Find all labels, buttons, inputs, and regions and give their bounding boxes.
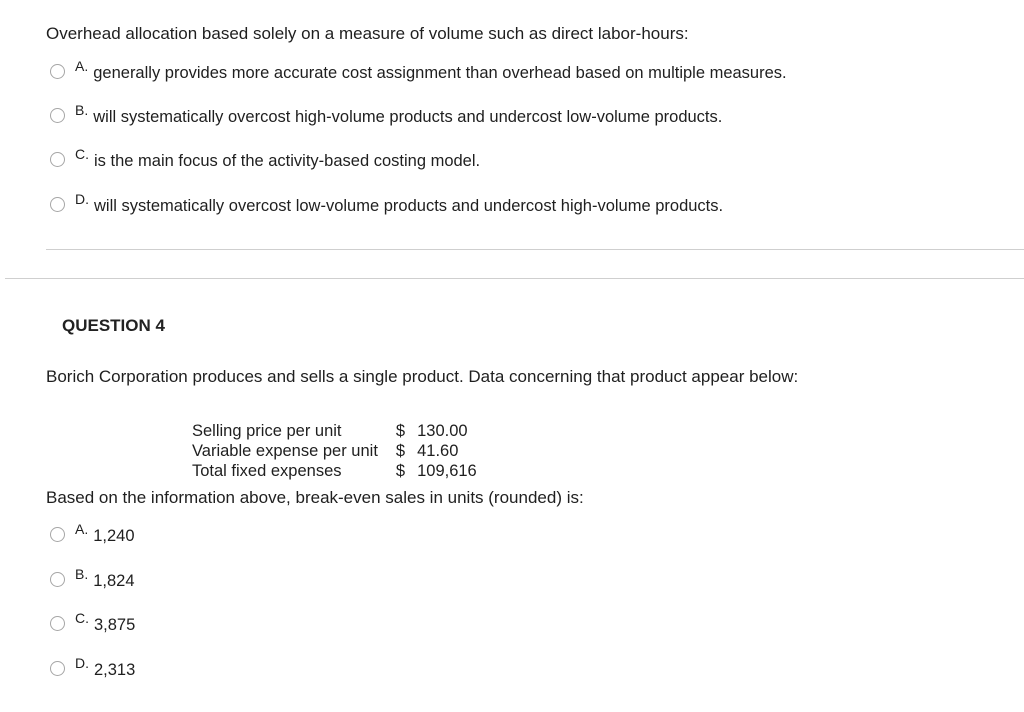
q3-option-c[interactable] [50,146,480,170]
option-text[interactable]: will systematically overcost high-volume products and undercost low-volume products. [93,108,723,126]
radio-button[interactable] [50,152,65,167]
q4-option-a[interactable] [50,521,135,545]
option-text[interactable]: 1,240 [93,527,135,545]
table-row [192,421,477,441]
option-letter: A. [75,521,89,537]
question-4-title: QUESTION 4 [62,316,165,335]
option-text[interactable]: 3,875 [94,616,136,634]
radio-button[interactable] [50,661,65,676]
option-letter: B. [75,102,89,118]
option-text[interactable]: will systematically overcost low-volume products and undercost high-volume products. [94,197,724,215]
currency-symbol: $ [395,462,406,480]
radio-button[interactable] [50,108,65,123]
option-letter: C. [75,146,89,162]
radio-button[interactable] [50,527,65,542]
row-amount: 41.60 [417,442,459,460]
radio-button[interactable] [50,197,65,212]
option-letter: A. [75,58,89,74]
q3-option-a[interactable] [50,58,787,82]
option-text[interactable]: 2,313 [94,661,136,679]
option-text[interactable]: is the main focus of the activity-based costing model. [94,152,481,170]
question-4-prompt: Based on the information above, break-even sales in units (rounded) is: [46,488,584,507]
option-text[interactable]: generally provides more accurate cost assignment than overhead based on multiple measures. [93,64,787,82]
question-separator [5,278,1024,279]
row-amount: 130.00 [417,422,468,440]
option-letter: D. [75,191,89,207]
option-letter: C. [75,610,89,626]
radio-button[interactable] [50,64,65,79]
radio-button[interactable] [50,616,65,631]
radio-button[interactable] [50,572,65,587]
row-label: Variable expense per unit [192,442,378,460]
question-3-stem: Overhead allocation based solely on a measure of volume such as direct labor-hours: [46,24,689,43]
q4-option-b[interactable] [50,566,135,590]
q4-option-c[interactable] [50,610,135,634]
product-data-table [192,421,477,481]
option-text[interactable]: 1,824 [93,572,135,590]
question-4-stem: Borich Corporation produces and sells a single product. Data concerning that product appear below: [46,367,799,386]
q3-option-d[interactable] [50,191,723,215]
currency-symbol: $ [395,422,406,440]
row-amount: 109,616 [417,462,477,480]
q3-option-b[interactable] [50,102,722,126]
row-label: Total fixed expenses [192,462,342,480]
q4-option-d[interactable] [50,655,135,679]
row-label: Selling price per unit [192,422,342,440]
table-row [192,461,477,481]
option-letter: B. [75,566,89,582]
option-letter: D. [75,655,89,671]
divider [46,249,1024,250]
currency-symbol: $ [395,442,406,460]
table-row [192,441,477,461]
